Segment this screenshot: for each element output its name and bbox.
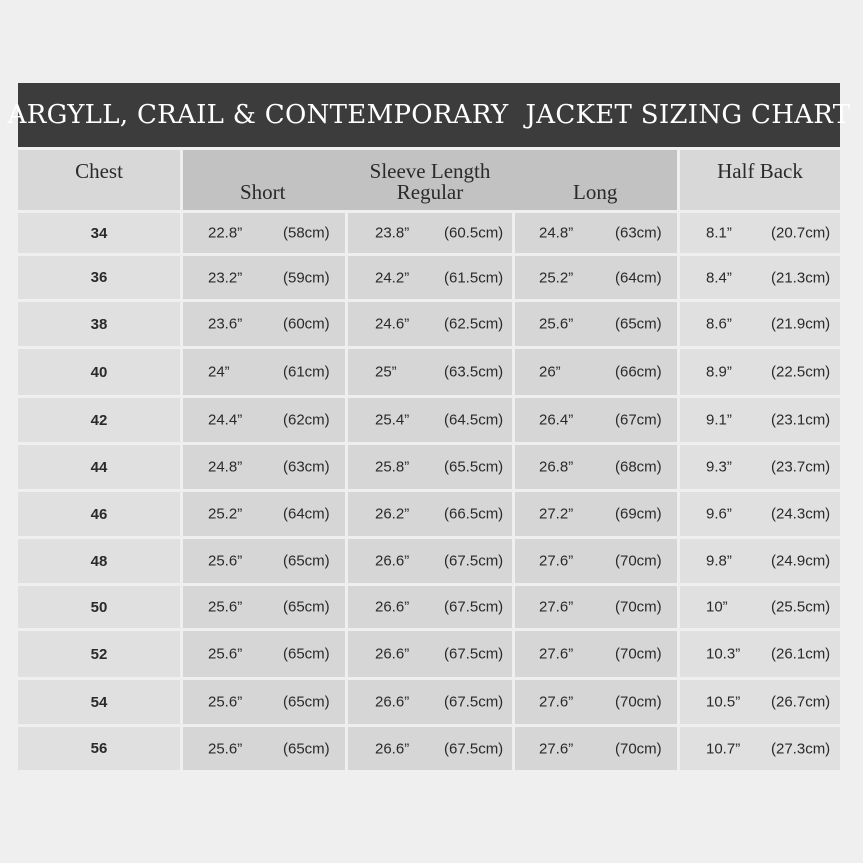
chest-size-cell: 44: [18, 445, 180, 489]
short-inches: 25.6”: [208, 645, 243, 663]
long-inches: 25.6”: [539, 315, 574, 333]
half-back-cell: [680, 349, 840, 395]
long-inches: 26.4”: [539, 411, 574, 429]
regular-sleeve-cell: [348, 256, 512, 299]
long-sleeve-cell: [515, 213, 677, 253]
long-inches: 27.6”: [539, 552, 574, 570]
long-cm: (64cm): [615, 269, 662, 286]
long-sleeve-cell: [515, 727, 677, 770]
regular-inches: 26.2”: [375, 505, 410, 523]
chest-size-cell: 38: [18, 302, 180, 346]
regular-sleeve-cell: [348, 213, 512, 253]
table-header: [18, 150, 840, 210]
half-back-cm: (20.7cm): [771, 224, 831, 242]
long-cm: (70cm): [615, 740, 662, 757]
regular-sleeve-cell: [348, 680, 512, 724]
regular-cm: (60.5cm): [444, 224, 504, 242]
short-inches: 23.2”: [208, 269, 243, 286]
long-sleeve-cell: [515, 398, 677, 442]
regular-cm: (67.5cm): [444, 552, 504, 570]
short-sleeve-cell: [183, 586, 345, 628]
table-row: [18, 349, 840, 395]
table-row: [18, 727, 840, 770]
short-cm: (58cm): [283, 224, 330, 242]
half-back-cell: [680, 539, 840, 583]
short-inches: 22.8”: [208, 224, 243, 242]
chest-size-cell: 48: [18, 539, 180, 583]
half-back-cm: (26.1cm): [771, 645, 831, 663]
regular-sleeve-cell: [348, 492, 512, 536]
chart-title: ARGYLL, CRAIL & CONTEMPORARY JACKET SIZING CHART: [7, 100, 851, 130]
short-cm: (64cm): [283, 505, 330, 523]
short-cm: (61cm): [283, 363, 330, 381]
short-cm: (59cm): [283, 269, 330, 286]
long-sleeve-cell: [515, 680, 677, 724]
regular-inches: 25.4”: [375, 411, 410, 429]
long-cm: (70cm): [615, 645, 662, 663]
short-inches: 24”: [208, 363, 230, 381]
short-inches: 23.6”: [208, 315, 243, 333]
sizing-chart: [7, 83, 851, 770]
short-sleeve-cell: [183, 445, 345, 489]
half-back-inches: 10”: [706, 598, 728, 616]
long-sleeve-cell: [515, 349, 677, 395]
long-sleeve-cell: [515, 302, 677, 346]
title-bar: [7, 83, 851, 147]
short-sleeve-cell: [183, 349, 345, 395]
long-cm: (66cm): [615, 363, 662, 381]
long-sleeve-cell: [515, 492, 677, 536]
half-back-inches: 9.1”: [706, 411, 732, 429]
half-back-cell: [680, 680, 840, 724]
long-cm: (70cm): [615, 598, 662, 616]
long-cm: (70cm): [615, 552, 662, 570]
half-back-cm: (24.3cm): [771, 505, 831, 523]
regular-sleeve-cell: [348, 727, 512, 770]
short-inches: 25.6”: [208, 693, 243, 711]
long-cm: (65cm): [615, 315, 662, 333]
table-row: [18, 302, 840, 346]
short-sleeve-cell: [183, 539, 345, 583]
short-cm: (62cm): [283, 411, 330, 429]
long-sleeve-cell: [515, 256, 677, 299]
header-chest: Chest: [18, 150, 180, 210]
short-cm: (65cm): [283, 645, 330, 663]
short-inches: 25.6”: [208, 552, 243, 570]
short-sleeve-cell: [183, 631, 345, 677]
half-back-inches: 10.5”: [706, 693, 741, 711]
table-row: [18, 539, 840, 583]
short-cm: (63cm): [283, 458, 330, 476]
half-back-cell: [680, 586, 840, 628]
chest-size-cell: 34: [18, 213, 180, 253]
regular-sleeve-cell: [348, 445, 512, 489]
half-back-cm: (22.5cm): [771, 363, 831, 381]
long-inches: 26”: [539, 363, 561, 381]
half-back-inches: 8.9”: [706, 363, 732, 381]
half-back-inches: 8.4”: [706, 269, 732, 286]
long-sleeve-cell: [515, 445, 677, 489]
half-back-inches: 8.6”: [706, 315, 732, 333]
half-back-cm: (25.5cm): [771, 598, 831, 616]
long-inches: 27.6”: [539, 693, 574, 711]
table-row: [18, 586, 840, 628]
regular-sleeve-cell: [348, 398, 512, 442]
chest-size-cell: 46: [18, 492, 180, 536]
long-inches: 26.8”: [539, 458, 574, 476]
table-row: [18, 680, 840, 724]
regular-inches: 24.6”: [375, 315, 410, 333]
half-back-cm: (26.7cm): [771, 693, 831, 711]
regular-sleeve-cell: [348, 349, 512, 395]
long-cm: (67cm): [615, 411, 662, 429]
regular-cm: (67.5cm): [444, 740, 504, 757]
short-sleeve-cell: [183, 302, 345, 346]
chest-size-cell: 50: [18, 586, 180, 628]
half-back-cell: [680, 256, 840, 299]
half-back-inches: 9.3”: [706, 458, 732, 476]
regular-inches: 23.8”: [375, 224, 410, 242]
short-inches: 24.4”: [208, 411, 243, 429]
regular-cm: (63.5cm): [444, 363, 504, 381]
long-sleeve-cell: [515, 631, 677, 677]
regular-inches: 25”: [375, 363, 397, 381]
half-back-inches: 8.1”: [706, 224, 732, 242]
table-row: [18, 492, 840, 536]
chest-size-cell: 36: [18, 256, 180, 299]
half-back-cm: (27.3cm): [771, 740, 831, 757]
regular-sleeve-cell: [348, 586, 512, 628]
short-inches: 24.8”: [208, 458, 243, 476]
table-row: [18, 445, 840, 489]
regular-cm: (67.5cm): [444, 598, 504, 616]
half-back-cell: [680, 213, 840, 253]
table-row: [18, 213, 840, 253]
table-row: [18, 256, 840, 299]
chest-size-cell: 54: [18, 680, 180, 724]
short-cm: (65cm): [283, 740, 330, 757]
regular-inches: 26.6”: [375, 552, 410, 570]
short-inches: 25.6”: [208, 598, 243, 616]
half-back-inches: 9.8”: [706, 552, 732, 570]
header-long: Long: [573, 180, 618, 204]
half-back-cm: (24.9cm): [771, 552, 831, 570]
half-back-cell: [680, 492, 840, 536]
long-cm: (68cm): [615, 458, 662, 476]
regular-sleeve-cell: [348, 539, 512, 583]
half-back-cm: (21.9cm): [771, 315, 831, 333]
short-sleeve-cell: [183, 213, 345, 253]
regular-inches: 26.6”: [375, 740, 410, 757]
regular-cm: (66.5cm): [444, 505, 504, 523]
half-back-cell: [680, 631, 840, 677]
long-inches: 27.6”: [539, 740, 574, 757]
regular-cm: (67.5cm): [444, 645, 504, 663]
short-cm: (65cm): [283, 598, 330, 616]
long-inches: 27.6”: [539, 645, 574, 663]
regular-inches: 26.6”: [375, 645, 410, 663]
half-back-inches: 9.6”: [706, 505, 732, 523]
regular-inches: 26.6”: [375, 598, 410, 616]
regular-cm: (65.5cm): [444, 458, 504, 476]
half-back-cell: [680, 398, 840, 442]
header-sleeve-length-title: Sleeve Length: [369, 159, 491, 183]
chest-size-cell: 42: [18, 398, 180, 442]
regular-inches: 24.2”: [375, 269, 410, 286]
regular-cm: (62.5cm): [444, 315, 504, 333]
long-inches: 25.2”: [539, 269, 574, 286]
regular-sleeve-cell: [348, 302, 512, 346]
half-back-cm: (23.1cm): [771, 411, 831, 429]
short-inches: 25.2”: [208, 505, 243, 523]
short-sleeve-cell: [183, 398, 345, 442]
long-cm: (69cm): [615, 505, 662, 523]
half-back-cell: [680, 727, 840, 770]
half-back-cm: (23.7cm): [771, 458, 831, 476]
half-back-cell: [680, 302, 840, 346]
table-row: [18, 631, 840, 677]
header-short: Short: [240, 180, 286, 204]
half-back-cm: (21.3cm): [771, 269, 831, 286]
regular-inches: 26.6”: [375, 693, 410, 711]
chest-size-cell: 40: [18, 349, 180, 395]
long-inches: 27.2”: [539, 505, 574, 523]
long-sleeve-cell: [515, 586, 677, 628]
long-inches: 24.8”: [539, 224, 574, 242]
half-back-cell: [680, 445, 840, 489]
chest-size-cell: 52: [18, 631, 180, 677]
short-sleeve-cell: [183, 727, 345, 770]
long-cm: (63cm): [615, 224, 662, 242]
half-back-inches: 10.7”: [706, 740, 741, 757]
regular-cm: (64.5cm): [444, 411, 504, 429]
header-regular: Regular: [396, 180, 464, 204]
short-sleeve-cell: [183, 492, 345, 536]
short-inches: 25.6”: [208, 740, 243, 757]
regular-cm: (67.5cm): [444, 693, 504, 711]
short-cm: (60cm): [283, 315, 330, 333]
long-inches: 27.6”: [539, 598, 574, 616]
regular-inches: 25.8”: [375, 458, 410, 476]
short-sleeve-cell: [183, 256, 345, 299]
table-body: [18, 213, 840, 770]
short-cm: (65cm): [283, 552, 330, 570]
regular-cm: (61.5cm): [444, 269, 504, 286]
header-half-back: Half Back: [680, 150, 840, 210]
regular-sleeve-cell: [348, 631, 512, 677]
half-back-inches: 10.3”: [706, 645, 741, 663]
short-sleeve-cell: [183, 680, 345, 724]
table-row: [18, 398, 840, 442]
short-cm: (65cm): [283, 693, 330, 711]
long-cm: (70cm): [615, 693, 662, 711]
long-sleeve-cell: [515, 539, 677, 583]
chest-size-cell: 56: [18, 727, 180, 770]
header-sleeve-length: [183, 150, 677, 210]
